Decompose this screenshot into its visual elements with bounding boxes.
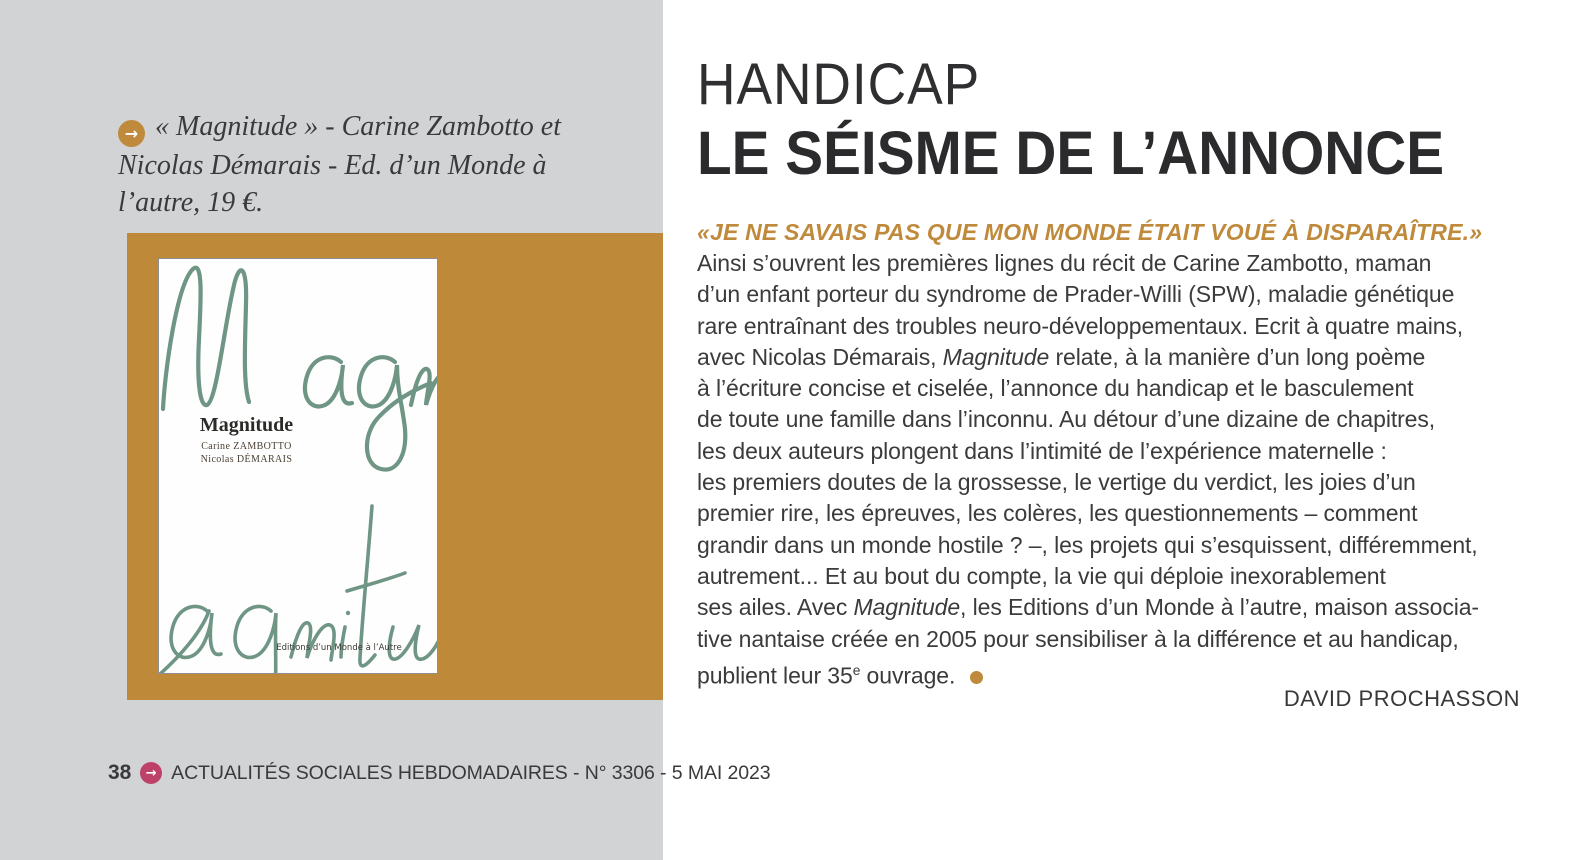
body-line: publient leur 35e ouvrage. [697, 655, 1527, 692]
cover-author-2: Nicolas DÉMARAIS [200, 454, 293, 465]
book-cover [158, 258, 438, 674]
body-line: à l’écriture concise et ciselée, l’annonce du handicap et le basculement [697, 375, 1414, 402]
body-line: de toute une famille dans l’inconnu. Au détour d’une dizaine de chapitres, [697, 406, 1436, 433]
body-line: avec Nicolas Démarais, Magnitude relate, à la manière d’un long poème [697, 343, 1426, 370]
cover-script-lettering [159, 259, 438, 674]
body-line: d’un enfant porteur du syndrome de Prader-Willi (SPW), maladie génétique [697, 281, 1455, 308]
body-line: rare entraînant des troubles neuro-développementaux. Ecrit à quatre mains, [697, 312, 1464, 339]
footer-text: ACTUALITÉS SOCIALES HEBDOMADAIRES - N° 3306 - 5 MAI 2023 [171, 761, 771, 784]
body-line: premier rire, les épreuves, les colères, les questionnements – comment [697, 500, 1418, 527]
article-kicker: HANDICAP [697, 52, 981, 117]
cover-author-1: Carine ZAMBOTTO [201, 441, 292, 452]
book-cover-panel [127, 233, 663, 700]
body-line: autrement... Et au bout du compte, la vie qui déploie inexorablement [697, 562, 1386, 589]
article-lead: «JE NE SAVAIS PAS QUE MON MONDE ÉTAIT VOUÉ À DISPARAÎTRE.» [697, 219, 1483, 245]
body-line: ses ailes. Avec Magnitude, les Editions d’un Monde à l’autre, maison associa- [697, 594, 1479, 621]
cover-authors [159, 440, 334, 466]
body-line: tive nantaise créée en 2005 pour sensibiliser à la différence et au handicap, [697, 625, 1459, 652]
cover-title: Magnitude [199, 414, 294, 436]
arrow-right-icon: → [118, 120, 145, 147]
arrow-right-icon: → [140, 762, 162, 784]
page-footer [108, 761, 770, 785]
body-line: Ainsi s’ouvrent les premières lignes du récit de Carine Zambotto, maman [697, 250, 1432, 276]
end-mark-icon [970, 671, 983, 684]
body-line: grandir dans un monde hostile ? –, les projets qui s’esquissent, différemment, [697, 531, 1478, 558]
book-caption [118, 108, 623, 221]
body-line: les deux auteurs plongent dans l’intimité de l’expérience maternelle : [697, 437, 1387, 464]
cover-publisher: Editions d’un Monde à l’Autre [276, 643, 402, 653]
article-body [697, 248, 1527, 692]
book-caption-text: « Magnitude » - Carine Zambotto et Nicolas Démarais - Ed. d’un Monde à l’autre, 19 €. [118, 111, 561, 218]
article-headline: LE SÉISME DE L’ANNONCE [697, 119, 1445, 187]
page-number: 38 [108, 761, 132, 784]
body-line: les premiers doutes de la grossesse, le vertige du verdict, les joies d’un [697, 469, 1416, 496]
article-byline: DAVID PROCHASSON [1283, 686, 1520, 711]
